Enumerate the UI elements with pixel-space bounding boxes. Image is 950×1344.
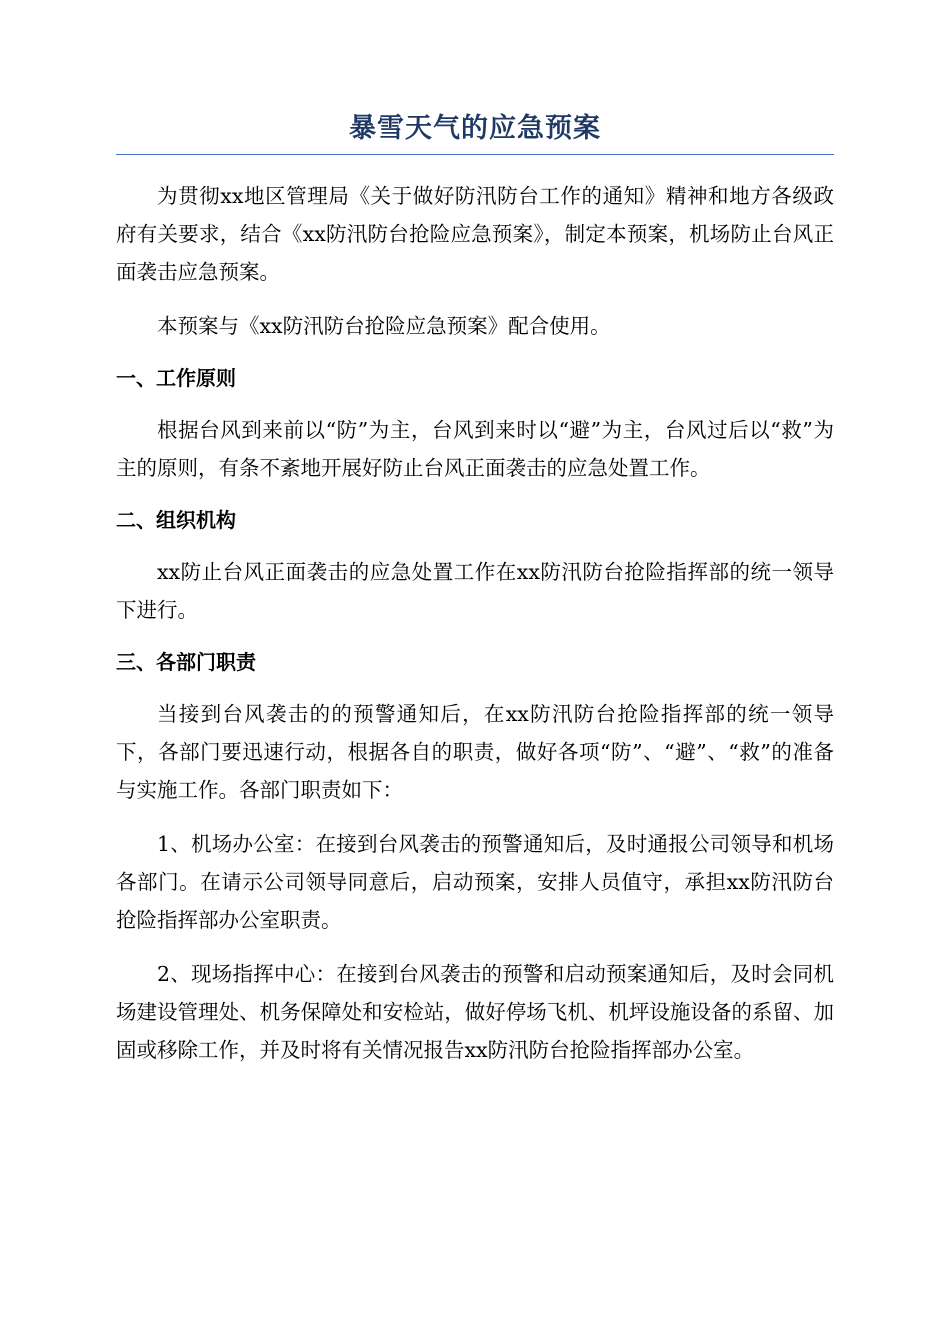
section-heading-organization: 二、组织机构 [116,508,236,532]
responsibilities-paragraph-intro: 当接到台风袭击的的预警通知后，在xx防汛防台抢险指挥部的统一领导下，各部门要迅速行动，根据各自的职责，做好各项“防”、“避”、“救”的准备与实施工作。各部门职责如下： [116,702,834,802]
section-heading-principles: 一、工作原则 [116,366,236,390]
intro-paragraph-1: 为贯彻xx地区管理局《关于做好防汛防台工作的通知》精神和地方各级政府有关要求，结合《xx防汛防台抢险应急预案》，制定本预案，机场防止台风正面袭击应急预案。 [116,184,834,284]
section-heading-responsibilities: 三、各部门职责 [116,650,256,674]
organization-paragraph: xx防止台风正面袭击的应急处置工作在xx防汛防台抢险指挥部的统一领导下进行。 [116,560,834,622]
responsibilities-paragraph-command-center: 2、现场指挥中心：在接到台风袭击的预警和启动预案通知后，及时会同机场建设管理处、机务保障处和安检站，做好停场飞机、机坪设施设备的系留、加固或移除工作，并及时将有关情况报告xx防汛防台抢险指挥部办公室。 [116,962,834,1062]
intro-paragraph-2: 本预案与《xx防汛防台抢险应急预案》配合使用。 [157,314,611,338]
principles-paragraph: 根据台风到来前以“防”为主，台风到来时以“避”为主，台风过后以“救”为主的原则，有条不紊地开展好防止台风正面袭击的应急处置工作。 [116,418,834,480]
responsibilities-paragraph-office: 1、机场办公室：在接到台风袭击的预警通知后，及时通报公司领导和机场各部门。在请示公司领导同意后，启动预案，安排人员值守，承担xx防汛防台抢险指挥部办公室职责。 [116,832,834,932]
document-body [116,112,834,1069]
document-title: 暴雪天气的应急预案 [116,112,834,155]
